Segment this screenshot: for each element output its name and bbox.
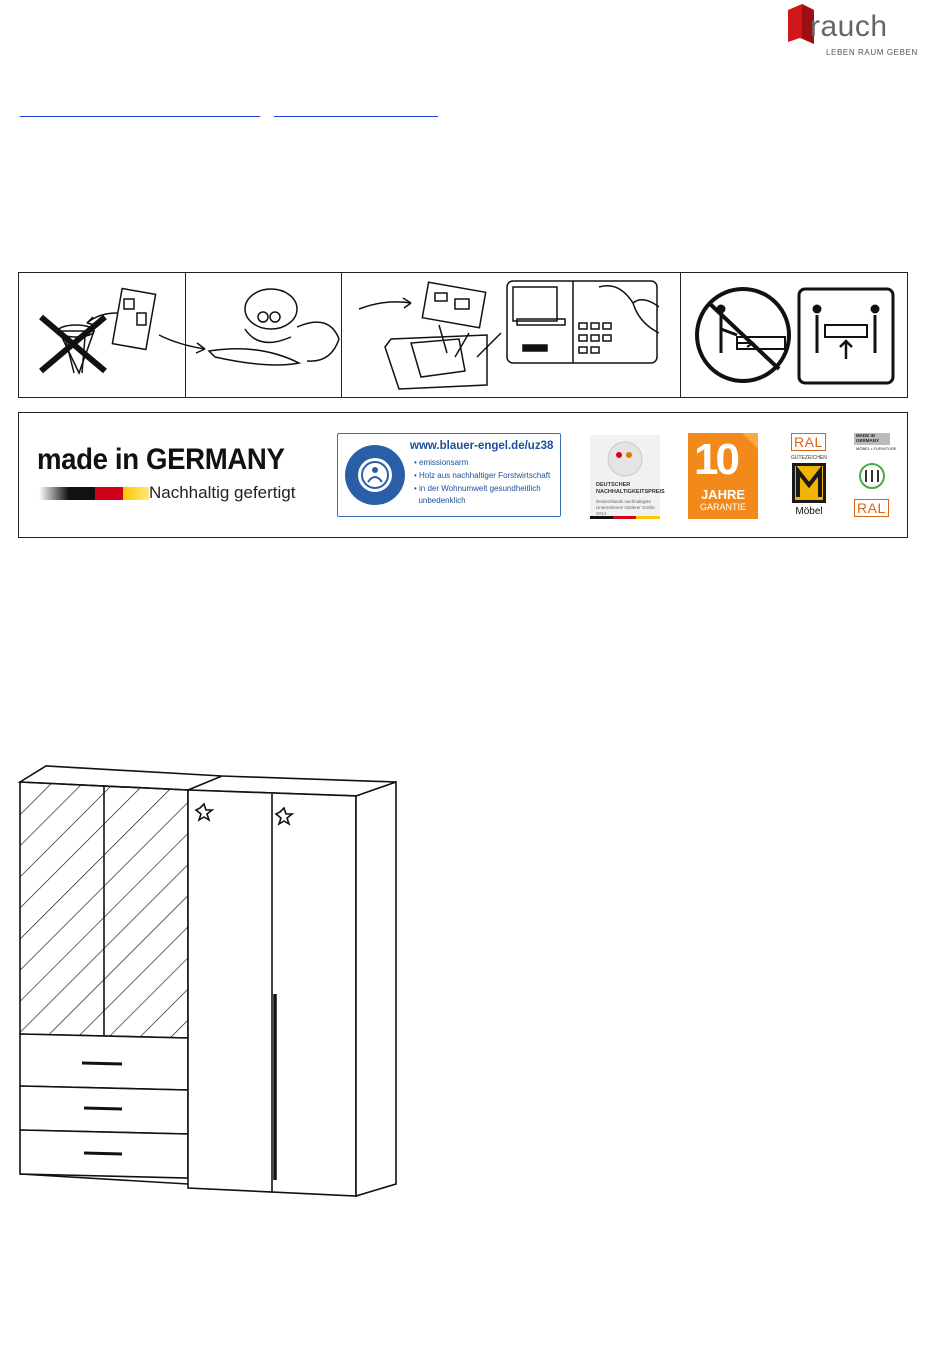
ral-guetezeichen-label: GÜTEZEICHEN	[791, 455, 827, 461]
blauer-engel-seal-icon	[344, 444, 406, 506]
made-in-germany-title: made in GERMANY	[37, 443, 285, 476]
blauer-engel-badge	[337, 433, 561, 517]
wardrobe-illustration	[12, 760, 402, 1200]
quality-seal-icon	[857, 463, 887, 489]
garantie-badge	[688, 433, 758, 519]
award-flag-bar	[590, 516, 660, 519]
ral2-sub-label: MÖBEL • FURNITURE	[856, 446, 897, 451]
ral-guetezeichen-badge	[791, 433, 827, 519]
ral2-mark: RAL	[854, 499, 889, 517]
award-seal-icon	[605, 439, 645, 479]
flag-red	[95, 487, 123, 500]
instruction-pictogram-strip	[18, 272, 908, 398]
ral-made-in-germany-badge	[854, 433, 897, 519]
blauer-engel-bullet: • Holz aus nachhaltiger Forstwirtschaft	[414, 471, 551, 480]
flag-gold	[123, 487, 149, 500]
certification-strip	[18, 412, 908, 538]
logo-tagline: LEBEN RAUM GEBEN	[826, 48, 918, 57]
award-title-line1: DEUTSCHER	[596, 482, 631, 488]
ral-mark: RAL	[791, 433, 826, 451]
instruction-drawings	[19, 273, 907, 397]
nachhaltigkeitspreis-badge	[590, 435, 665, 519]
carry-by-two-icon	[799, 289, 893, 383]
flag-gradient-left	[39, 487, 69, 500]
link-underline[interactable]	[20, 116, 260, 117]
blauer-engel-bullet: • in der Wohnumwelt gesundheitlich	[414, 484, 541, 493]
link-underline[interactable]	[274, 116, 438, 117]
blauer-engel-bullet: unbedenklich	[414, 496, 466, 505]
logo-wordmark: rauch	[810, 10, 888, 43]
read-instructions-icon	[209, 289, 339, 365]
file-instructions-icon	[359, 281, 659, 389]
blauer-engel-url[interactable]: www.blauer-engel.de/uz38	[410, 440, 554, 452]
award-caption: Deutschlands nachhaltigste Unternehmen mittlerer Größe 2014	[596, 499, 655, 516]
do-not-discard-icon	[41, 288, 205, 373]
brand-logo	[786, 2, 918, 62]
ral2-made-label: MADE IN GERMANY	[856, 433, 880, 443]
ral-moebel-label: Möbel	[795, 506, 823, 517]
flag-black	[69, 487, 95, 500]
wardrobe-drawing	[12, 760, 402, 1200]
garantie-jahre-label: JAHRE	[700, 487, 746, 502]
award-title-line2: NACHHALTIGKEITSPREIS	[596, 489, 665, 495]
garantie-years: 10	[694, 435, 737, 484]
made-in-germany-subtitle: Nachhaltig gefertigt	[149, 483, 296, 502]
garantie-sub-label: GARANTIE	[699, 502, 746, 512]
moebel-m-icon	[792, 463, 826, 503]
blauer-engel-bullet: • emissionsarm	[414, 458, 469, 467]
no-dragging-icon	[697, 289, 789, 381]
